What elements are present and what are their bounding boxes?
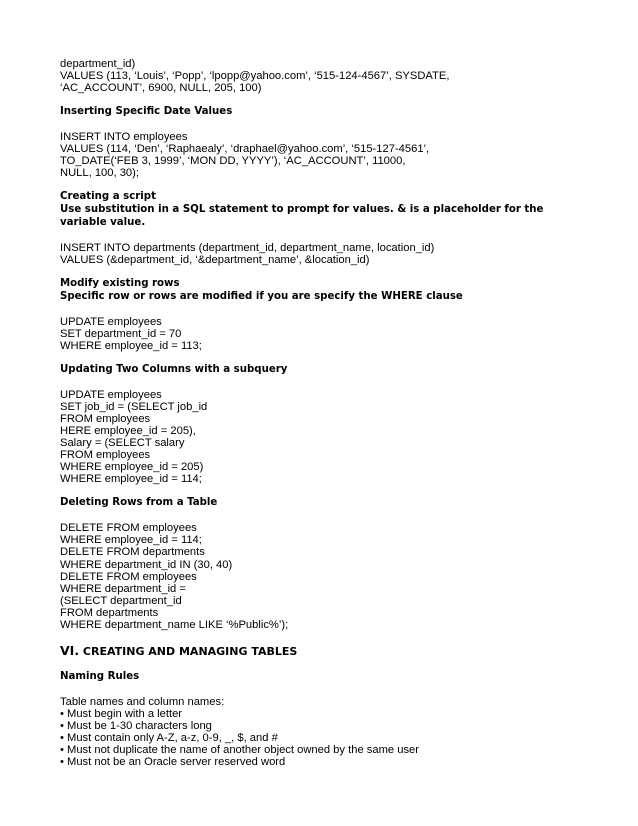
section-heading-modify: Modify existing rows Specific row or rows are modified if you are specify the WHERE clause bbox=[60, 278, 463, 302]
code-line: WHERE department_id IN (30, 40) bbox=[60, 558, 233, 571]
list-item: • Must not be an Oracle server reserved word bbox=[60, 756, 286, 769]
code-line: HERE employee_id = 205), bbox=[60, 424, 196, 437]
code-line: INSERT INTO employees bbox=[60, 131, 188, 144]
modify-code-block bbox=[60, 316, 600, 352]
code-line: WHERE employee_id = 205) bbox=[60, 461, 204, 474]
code-line: DELETE FROM employees bbox=[60, 522, 197, 535]
dates-code-block bbox=[60, 131, 600, 179]
code-line: Salary = (SELECT salary bbox=[60, 437, 185, 450]
section-heading-dates: Inserting Specific Date Values bbox=[60, 106, 233, 118]
two-columns-code-block bbox=[60, 389, 600, 486]
list-item: • Must begin with a letter bbox=[60, 707, 183, 720]
code-line: SET department_id = 70 bbox=[60, 327, 182, 340]
code-line: VALUES (113, ‘Louis’, ‘Popp’, ‘lpopp@yahoo.com’, ‘515-124-4567’, SYSDATE, bbox=[60, 70, 450, 83]
list-item: • Must contain only A-Z, a-z, 0-9, _, $, and # bbox=[60, 732, 278, 745]
code-line: VALUES (&department_id, ‘&department_name’, &location_id) bbox=[60, 253, 370, 266]
code-line: WHERE employee_id = 113; bbox=[60, 339, 202, 352]
code-line: SET job_id = (SELECT job_id bbox=[60, 400, 208, 413]
document-page bbox=[60, 58, 600, 768]
code-line: FROM departments bbox=[60, 606, 159, 619]
intro-code-block bbox=[60, 58, 600, 94]
section-heading-deleting: Deleting Rows from a Table bbox=[60, 497, 218, 509]
naming-intro: Table names and column names: bbox=[60, 695, 225, 708]
code-line: WHERE employee_id = 114; bbox=[60, 534, 202, 547]
section-heading-naming: Naming Rules bbox=[60, 671, 140, 683]
code-line: DELETE FROM employees bbox=[60, 570, 197, 583]
code-line: WHERE employee_id = 114; bbox=[60, 473, 202, 486]
code-line: TO_DATE(‘FEB 3, 1999’, ‘MON DD, YYYY’), ‘AC_ACCOUNT’, 11000, bbox=[60, 155, 406, 168]
section-heading-script: Creating a script Use substitution in a SQL statement to prompt for values. & is a placeholder for the variable value. bbox=[60, 191, 544, 229]
code-line: ‘AC_ACCOUNT’, 6900, NULL, 205, 100) bbox=[60, 82, 262, 95]
code-line: (SELECT department_id bbox=[60, 594, 182, 607]
section-heading-two-columns: Updating Two Columns with a subquery bbox=[60, 363, 288, 375]
code-line: WHERE department_name LIKE ‘%Public%’); bbox=[60, 619, 289, 631]
code-line: UPDATE employees bbox=[60, 315, 162, 328]
chapter-title: CREATING AND MANAGING TABLES bbox=[82, 645, 298, 659]
code-line: WHERE department_id = bbox=[60, 582, 186, 595]
code-line: department_id) bbox=[60, 58, 136, 70]
code-line: FROM employees bbox=[60, 449, 151, 462]
naming-rules-list bbox=[60, 708, 600, 768]
list-item: • Must be 1-30 characters long bbox=[60, 720, 212, 733]
list-item: • Must not duplicate the name of another object owned by the same user bbox=[60, 744, 419, 757]
code-line: DELETE FROM departments bbox=[60, 546, 205, 559]
deleting-code-block bbox=[60, 522, 600, 631]
script-code-block bbox=[60, 242, 600, 266]
chapter-heading bbox=[60, 644, 600, 658]
code-line: UPDATE employees bbox=[60, 388, 162, 401]
code-line: NULL, 100, 30); bbox=[60, 167, 139, 180]
code-line: INSERT INTO departments (department_id, department_name, location_id) bbox=[60, 241, 435, 254]
code-line: VALUES (114, ‘Den’, ‘Raphaealy’, ‘draphael@yahoo.com’, ‘515-127-4561’, bbox=[60, 143, 430, 156]
chapter-number: VI. bbox=[60, 643, 80, 659]
code-line: FROM employees bbox=[60, 412, 151, 425]
